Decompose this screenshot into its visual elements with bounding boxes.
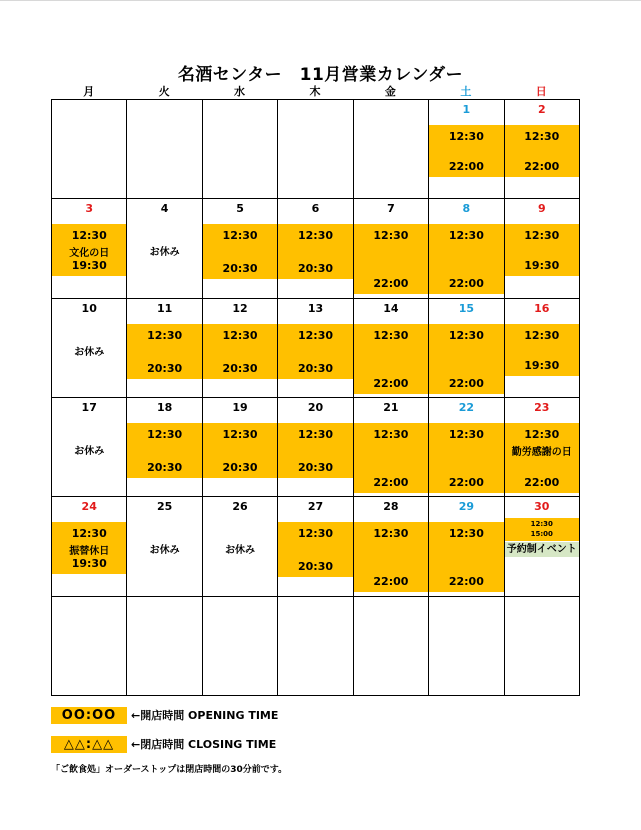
weekday-mon: 月: [83, 85, 95, 98]
day-cell-8: [429, 199, 504, 298]
day-number: 3: [85, 202, 94, 216]
opening-time: 12:30: [524, 130, 560, 143]
day-number: 14: [383, 301, 399, 315]
day-cell-7: [354, 199, 429, 298]
opening-time: 12:30: [524, 229, 560, 243]
hours-band: [505, 125, 579, 177]
day-number: 13: [307, 301, 324, 315]
day-number: 12: [232, 301, 248, 315]
closing-time: 20:30: [147, 361, 183, 375]
day-number: 9: [537, 202, 546, 216]
opening-time: 12:30: [297, 428, 333, 441]
closing-time: 19:30: [524, 358, 560, 372]
closing-time: 20:30: [222, 361, 258, 375]
day-cell-25: [127, 497, 202, 596]
day-number: 10: [81, 301, 97, 315]
closed-label: お休み: [74, 446, 105, 457]
day-number: 22: [458, 401, 474, 414]
day-number: 20: [307, 401, 324, 414]
opening-time: 12:30: [373, 428, 409, 441]
hours-band: [127, 324, 201, 379]
footnote: 「ご飲食処」オーダーストップは閉店時間の30分前です。: [51, 765, 288, 775]
empty-cell: [203, 100, 278, 199]
day-cell-23: [505, 398, 580, 497]
day-cell-17: [52, 398, 127, 497]
opening-time: 12:30: [448, 428, 484, 441]
day-cell-19: [203, 398, 278, 497]
day-cell-9: [505, 199, 580, 298]
empty-cell: [127, 597, 202, 696]
day-cell-14: [354, 299, 429, 398]
opening-time: 12:30: [71, 527, 107, 541]
day-number: 18: [156, 401, 173, 414]
hours-band: [52, 224, 126, 276]
hours-band: [505, 324, 579, 376]
day-number: 11: [156, 301, 173, 315]
hours-band: [278, 324, 352, 379]
empty-cell: [354, 597, 429, 696]
day-cell-27: [278, 497, 353, 596]
closing-time: 20:30: [297, 560, 333, 574]
hours-band: [505, 518, 579, 541]
day-cell-4: [127, 199, 202, 298]
hours-band: [429, 224, 503, 294]
day-cell-11: [127, 299, 202, 398]
opening-time: 12:30: [147, 428, 183, 441]
weekday-wed: 水: [234, 85, 246, 98]
opening-time: 12:30: [373, 229, 409, 243]
opening-time: 12:30: [222, 428, 258, 441]
hours-band: [429, 324, 503, 394]
closing-time: 22:00: [524, 476, 560, 489]
closing-time: 20:30: [147, 461, 183, 474]
day-cell-24: [52, 497, 127, 596]
closing-time: 20:30: [297, 461, 333, 474]
day-cell-20: [278, 398, 353, 497]
day-number: 25: [156, 500, 173, 514]
page-title: 名酒センター 11月営業カレンダー: [177, 65, 464, 85]
day-number: 15: [458, 301, 474, 315]
day-cell-29: [429, 497, 504, 596]
day-cell-5: [203, 199, 278, 298]
day-cell-12: [203, 299, 278, 398]
holiday-note: 振替休日: [69, 546, 110, 558]
empty-cell: [52, 100, 127, 199]
closing-time: 22:00: [448, 476, 484, 489]
day-number: 6: [311, 202, 320, 216]
day-cell-21: [354, 398, 429, 497]
closing-time: 22:00: [448, 575, 484, 589]
closing-time: 22:00: [448, 160, 484, 173]
opening-time: 12:30: [373, 527, 409, 541]
closing-time: 22:00: [373, 575, 409, 589]
calendar-grid: [51, 99, 580, 696]
day-cell-3: [52, 199, 127, 298]
legend-open-label: ←開店時間 OPENING TIME: [131, 709, 279, 722]
empty-cell: [203, 597, 278, 696]
day-cell-26: [203, 497, 278, 596]
day-number: 2: [537, 103, 546, 116]
hours-band: [203, 324, 277, 379]
day-number: 26: [232, 500, 248, 514]
empty-cell: [505, 597, 580, 696]
day-number: 19: [232, 401, 248, 414]
weekday-tue: 火: [158, 85, 170, 98]
hours-band: [278, 522, 352, 577]
day-number: 29: [458, 500, 474, 514]
legend-close-label: ←閉店時間 CLOSING TIME: [131, 738, 277, 751]
opening-time: 12:30: [524, 328, 560, 342]
hours-band: [505, 224, 579, 276]
day-number: 7: [387, 202, 395, 216]
hours-band: [203, 423, 277, 478]
hours-band: [429, 125, 503, 177]
closing-time: 20:30: [297, 262, 333, 276]
day-number: 28: [383, 500, 399, 514]
opening-time: 12:30: [222, 229, 258, 243]
day-cell-22: [429, 398, 504, 497]
closing-time: 22:00: [448, 277, 484, 291]
day-number: 1: [462, 103, 471, 116]
closing-time: 20:30: [297, 361, 333, 375]
closed-label: お休み: [225, 545, 256, 557]
opening-time: 12:30: [448, 527, 484, 541]
day-number: 4: [160, 202, 169, 216]
day-number: 24: [81, 500, 97, 514]
opening-time: 12:30: [222, 328, 258, 342]
closing-time: 19:30: [71, 557, 107, 571]
opening-time: 12:30: [297, 527, 333, 541]
closed-label: お休み: [149, 545, 180, 557]
opening-time: 12:30: [297, 328, 333, 342]
empty-cell: [354, 100, 429, 199]
closed-label: お休み: [149, 247, 180, 259]
hours-band: [354, 423, 428, 493]
day-number: 5: [236, 202, 244, 216]
weekday-thu: 木: [309, 85, 321, 98]
hours-band: [505, 423, 579, 493]
opening-time: 12:30: [448, 328, 484, 342]
hours-band: [354, 522, 428, 592]
opening-time: 12:30: [147, 328, 183, 342]
legend-close-sample: △△:△△: [51, 736, 127, 753]
weekday-fri: 金: [384, 85, 396, 98]
opening-time: 12:30: [373, 328, 409, 342]
closing-time: 22:00: [524, 160, 560, 173]
hours-band: [429, 522, 503, 592]
empty-cell: [278, 597, 353, 696]
weekday-sun: 日: [535, 85, 547, 98]
day-number: 8: [462, 202, 471, 216]
closed-label: お休み: [74, 346, 105, 358]
closing-time: 19:30: [71, 259, 107, 273]
empty-cell: [52, 597, 127, 696]
opening-time: 12:30: [448, 229, 484, 243]
closing-time: 20:30: [222, 262, 258, 276]
day-cell-13: [278, 299, 353, 398]
day-cell-6: [278, 199, 353, 298]
day-cell-10: [52, 299, 127, 398]
day-number: 23: [534, 401, 550, 414]
day-cell-28: [354, 497, 429, 596]
hours-band: [354, 324, 428, 394]
weekday-sat: 土: [460, 85, 472, 98]
day-number: 21: [383, 401, 399, 414]
empty-cell: [278, 100, 353, 199]
opening-time: 12:30: [71, 229, 107, 243]
closing-time: 22:00: [448, 376, 484, 390]
hours-band: [278, 423, 352, 478]
legend-open-sample: OO:OO: [51, 707, 127, 724]
holiday-note: 勤労感謝の日: [511, 447, 572, 458]
day-cell-1: [429, 100, 504, 199]
closing-time: 20:30: [222, 461, 258, 474]
top-border-line: [0, 0, 641, 1]
opening-time: 12:30: [530, 520, 553, 529]
opening-time: 12:30: [297, 229, 333, 243]
hours-band: [278, 224, 352, 279]
closing-time: 22:00: [373, 277, 409, 291]
opening-time: 12:30: [448, 130, 484, 143]
hours-band: [354, 224, 428, 294]
day-cell-30: [505, 497, 580, 596]
day-number: 30: [534, 500, 550, 514]
closing-time: 15:00: [530, 530, 553, 539]
closing-time: 19:30: [524, 259, 560, 273]
day-cell-2: [505, 100, 580, 199]
day-cell-16: [505, 299, 580, 398]
closing-time: 22:00: [373, 476, 409, 489]
day-cell-18: [127, 398, 202, 497]
day-cell-15: [429, 299, 504, 398]
day-number: 17: [81, 401, 97, 414]
empty-cell: [429, 597, 504, 696]
opening-time: 12:30: [524, 428, 560, 441]
day-number: 27: [307, 500, 324, 514]
holiday-note: 文化の日: [69, 248, 110, 260]
weekday-header: [51, 84, 579, 100]
hours-band: [52, 522, 126, 574]
empty-cell: [127, 100, 202, 199]
day-number: 16: [534, 301, 550, 315]
event-label: 予約制イベント: [505, 542, 579, 557]
closing-time: 22:00: [373, 376, 409, 390]
hours-band: [127, 423, 201, 478]
hours-band: [203, 224, 277, 279]
hours-band: [429, 423, 503, 493]
